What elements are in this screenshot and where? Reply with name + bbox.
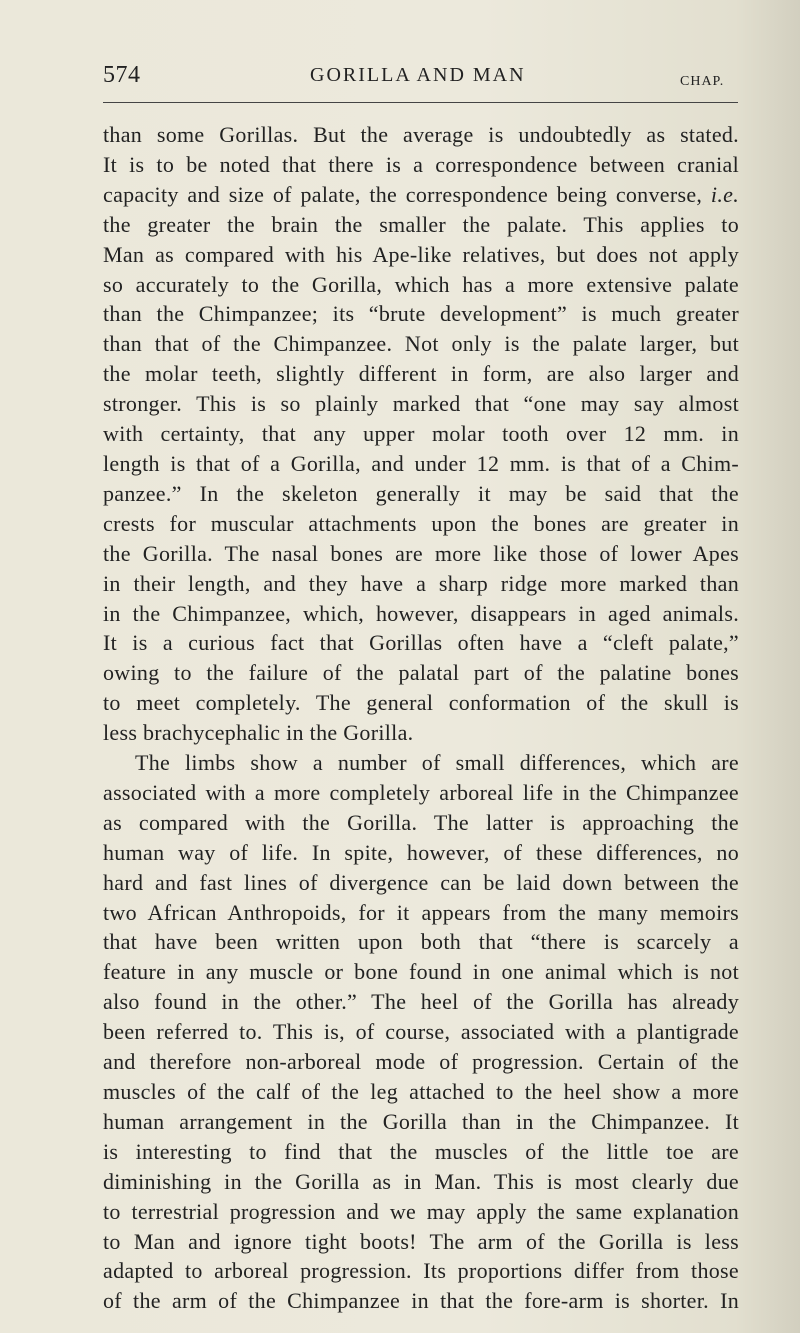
text-line: also found in the other.” The heel of the Gorilla has already bbox=[103, 989, 739, 1015]
text-line: and therefore non-arboreal mode of progression. Certain of the bbox=[103, 1049, 739, 1075]
text-line: panzee.” In the skeleton generally it may be said that the bbox=[103, 480, 739, 506]
text-line: to terrestrial progression and we may apply the same explanation bbox=[103, 1198, 739, 1224]
text-line: muscles of the calf of the leg attached to the heel show a more bbox=[103, 1079, 739, 1104]
text-line: The limbs show a number of small differences, which are bbox=[135, 750, 739, 776]
text-line: so accurately to the Gorilla, which has a more extensive palate bbox=[103, 271, 739, 297]
page-header bbox=[0, 62, 800, 92]
running-title: GORILLA AND MAN bbox=[310, 64, 526, 86]
text-line: hard and fast lines of divergence can be laid down between the bbox=[103, 869, 739, 895]
text-line: feature in any muscle or bone found in one animal which is not bbox=[103, 959, 739, 985]
text-line: capacity and size of palate, the correspondence being converse, i.e. bbox=[103, 181, 739, 207]
italic-abbreviation: i.e. bbox=[710, 181, 739, 207]
text-line: the molar teeth, slightly different in form, are also larger and bbox=[103, 361, 739, 387]
text-line: with certainty, that any upper molar tooth over 12 mm. in bbox=[103, 421, 739, 447]
text-line: to Man and ignore tight boots! The arm of the Gorilla is less bbox=[103, 1228, 739, 1254]
text-line: adapted to arboreal progression. Its proportions differ from those bbox=[103, 1258, 739, 1284]
text-line: human way of life. In spite, however, of these differences, no bbox=[103, 839, 739, 865]
text-line: associated with a more completely arboreal life in the Chimpanzee bbox=[103, 779, 739, 805]
text-line: in the Chimpanzee, which, however, disappears in aged animals. bbox=[103, 600, 739, 626]
header-rule bbox=[103, 102, 738, 103]
text-line: Man as compared with his Ape-like relatives, but does not apply bbox=[103, 241, 739, 267]
page-number: 574 bbox=[103, 62, 141, 88]
text-line: the Gorilla. The nasal bones are more like those of lower Apes bbox=[103, 540, 739, 566]
text-line: the greater the brain the smaller the palate. This applies to bbox=[103, 211, 739, 237]
text-line: to meet completely. The general conformation of the skull is bbox=[103, 690, 739, 716]
text-line: been referred to. This is, of course, associated with a plantigrade bbox=[103, 1019, 739, 1045]
text-line: It is to be noted that there is a correspondence between cranial bbox=[103, 151, 739, 177]
text-line: diminishing in the Gorilla as in Man. This is most clearly due bbox=[103, 1168, 739, 1194]
text-line: of the arm of the Chimpanzee in that the fore-arm is shorter. In bbox=[103, 1288, 739, 1314]
body-text bbox=[103, 120, 739, 1316]
text-line: two African Anthropoids, for it appears from the many memoirs bbox=[103, 899, 739, 925]
text-line: is interesting to find that the muscles of the little toe are bbox=[103, 1138, 739, 1164]
text-line: than the Chimpanzee; its “brute development” is much greater bbox=[103, 301, 739, 327]
text-line: in their length, and they have a sharp ridge more marked than bbox=[103, 570, 739, 596]
text-line: crests for muscular attachments upon the bones are greater in bbox=[103, 510, 739, 536]
text-line: stronger. This is so plainly marked that “one may say almost bbox=[103, 391, 739, 417]
text-line: that have been written upon both that “there is scarcely a bbox=[103, 929, 739, 955]
text-line: It is a curious fact that Gorillas often have a “cleft palate,” bbox=[103, 630, 739, 656]
text-line: length is that of a Gorilla, and under 12 mm. is that of a Chim- bbox=[103, 450, 739, 476]
text-line: than some Gorillas. But the average is undoubtedly as stated. bbox=[103, 122, 739, 147]
text-line: less brachycephalic in the Gorilla. bbox=[103, 720, 414, 746]
text-line: owing to the failure of the palatal part of the palatine bones bbox=[103, 660, 739, 686]
text-line: than that of the Chimpanzee. Not only is the palate larger, but bbox=[103, 331, 739, 357]
chapter-label: CHAP. bbox=[680, 74, 725, 89]
text-line: as compared with the Gorilla. The latter is approaching the bbox=[103, 809, 739, 835]
text-line: human arrangement in the Gorilla than in the Chimpanzee. It bbox=[103, 1108, 739, 1134]
